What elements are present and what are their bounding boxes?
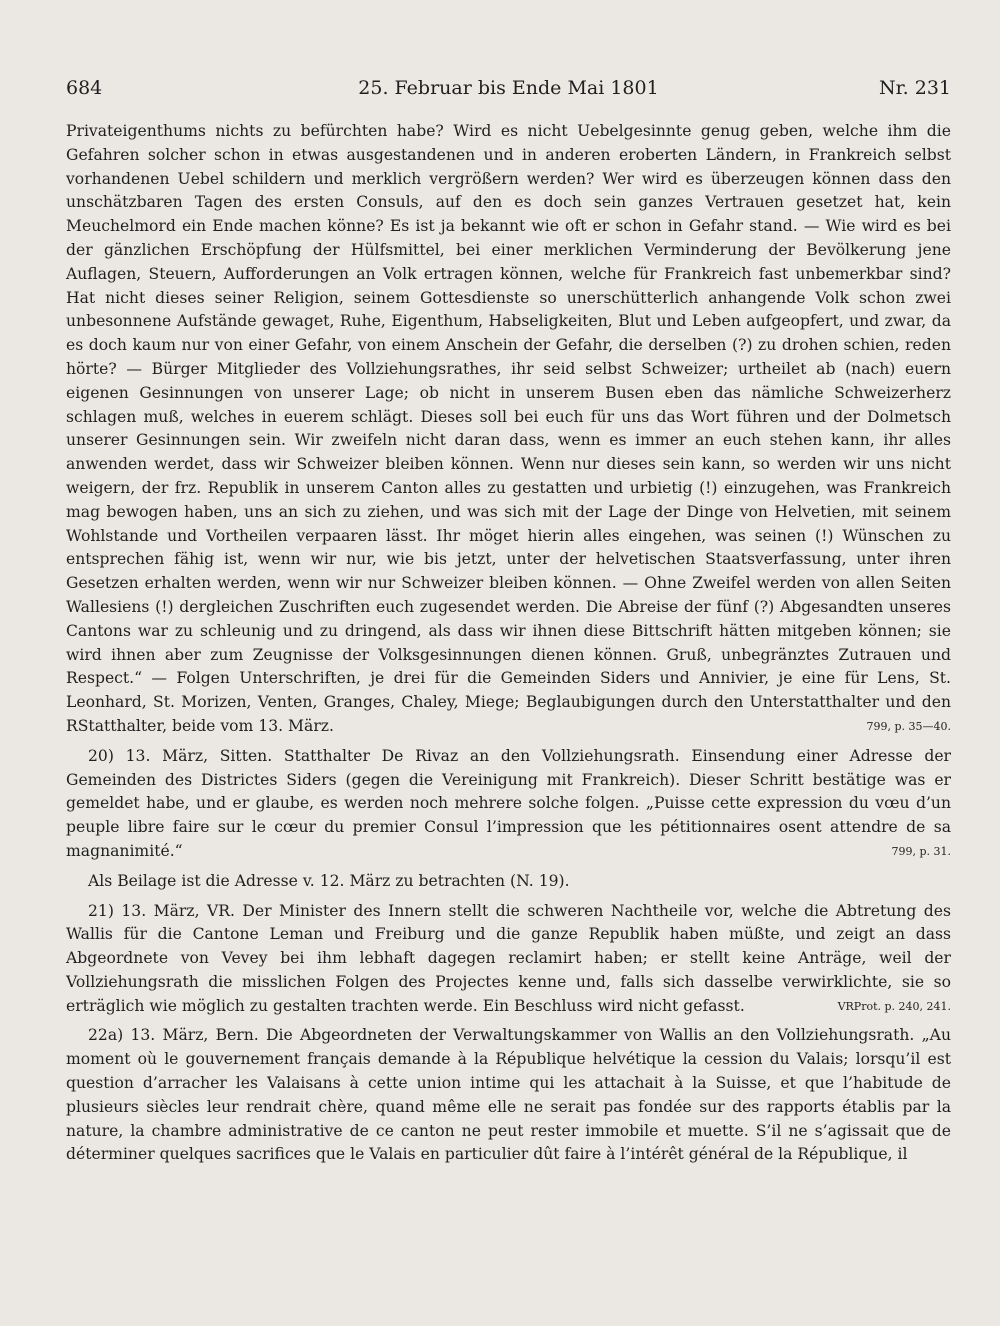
paragraph-text: 22a) 13. März, Bern. Die Abgeordneten der Verwaltungskammer von Wallis an den Vollziehungsrath. „Au moment où le gouvernement français demande à la République helvétique la cession du Valais; lorsqu’il est question d’arracher les Valaisans à cette union intime qui les attachait à la Suisse, et que l’habitude de plusieurs siècles leur rendrait chère, quand même elle ne serait pas fondée sur des rapports établis par la nature, la chambre administrative de ce canton ne peut rester immobile et muette. S’il ne s’agissait que de déterminer quelques sacrifices que le Valais en particulier dût faire à l’intérêt général de la République, il <box>66 1026 951 1164</box>
entry-21 <box>66 900 951 1019</box>
entry-note <box>66 870 951 894</box>
paragraph-text: Als Beilage ist die Adresse v. 12. März zu betrachten (N. 19). <box>88 871 570 890</box>
page-header <box>66 74 951 108</box>
page-body <box>66 120 951 1167</box>
paragraph-text: 20) 13. März, Sitten. Statthalter De Rivaz an den Vollziehungsrath. Einsendung einer Adresse der Gemeinden des Districtes Siders (gegen die Vereinigung mit Frankreich). Dieser Schritt bestätige was er gemeldet habe, und er glaube, es werden noch mehrere solche folgen. „Puisse cette expression du vœu d’un peuple libre faire sur le cœur du premier Consul l’impression que les pétitionnaires osent attendre de sa magnanimité.“ <box>66 746 951 860</box>
entry-number: Nr. 231 <box>879 77 951 99</box>
entry-22a <box>66 1024 951 1167</box>
paragraph-continuation <box>66 120 951 739</box>
paragraph-text: Privateigenthums nichts zu befürchten habe? Wird es nicht Uebelgesinnte genug geben, welche ihm die Gefahren solcher schon in etwas ausgestandenen und in anderen eroberten Ländern, in Frankreich selbst vorhandenen Uebel schildern und merklich vergrößern werden? Wer wird es überzeugen können dass den unschätzbaren Tagen des ersten Consuls, auf den es doch sein ganzes Vertrauen gesetzet hat, kein Meuchelmord ein Ende machen könne? Es ist ja bekannt wie oft er schon in Gefahr stand. — Wie wird es bei der gänzlichen Erschöpfung der Hülfsmittel, bei einer merklichen Verminderung der Bevölkerung jene Auflagen, Steuern, Aufforderungen an Volk ertragen können, welche für Frankreich fast unbemerkbar sind? Hat nicht dieses seiner Religion, seinem Gottesdienste so unerschütterlich anhangende Volk schon zwei unbesonnene Aufstände gewaget, Ruhe, Eigenthum, Habseligkeiten, Blut und Leben aufgeopfert, und zwar, da es doch kaum nur von einer Gefahr, von einem Anschein der Gefahr, die derselben (?) zu drohen schien, reden hörte? — Bürger Mitglieder des Vollziehungsrathes, ihr seid selbst Schweizer; urtheilet ab (nach) euern eigenen Gesinnungen von unserer Lage; ob nicht in unserem Busen eben das nämliche Schweizerherz schlagen muß, welches in euerem schlägt. Dieses soll bei euch für uns das Wort führen und der Dolmetsch unserer Gesinnungen sein. Wir zweifeln nicht daran dass, wenn es immer an euch stehen kann, ihr alles anwenden werdet, dass wir Schweizer bleiben können. Wenn nur dieses sein kann, so werden wir uns nicht weigern, der frz. Republik in unserem Canton alles zu gestatten und urbietig (!) einzugehen, was Frankreich mag bewogen haben, uns an sich zu ziehen, und was sich mit der Lage der Dinge von Helvetien, mit seinem Wohlstande und Vortheilen verpaaren lässt. Ihr möget hierin alles eingehen, was seinen (!) Wünschen zu entsprechen fähig ist, wenn wir nur, wie bis jetzt, unter der helvetischen Staatsverfassung, unter ihren Gesetzen erhalten werden, wenn wir nur Schweizer bleiben können. — Ohne Zweifel werden von allen Seiten Wallesiens (!) dergleichen Zuschriften euch zugesendet werden. Die Abreise der fünf (?) Abgesandten unseres Cantons war zu schleunig und zu dringend, als dass wir ihnen diese Bittschrift hätten mitgeben können; sie wird ihnen aber zum Zeugnisse der Volksgesinnungen dienen können. Gruß, unbegränztes Zutrauen und Respect.“ — Folgen Unterschriften, je drei für die Gemeinden Siders und Annivier, je eine für Lens, St. Leonhard, St. Morizen, Venten, Granges, Chaley, Miege; Beglaubigungen durch den Unterstatthalter und den RStatthalter, beide vom 13. März. <box>66 122 951 735</box>
entry-20 <box>66 745 951 864</box>
page-number: 684 <box>66 77 103 99</box>
paragraph-text: 21) 13. März, VR. Der Minister des Innern stellt die schweren Nachtheile vor, welche die Abtretung des Wallis für die Cantone Leman und Freiburg und die ganze Republik haben müßte, und zeigt an dass Abgeordnete von Vevey bei ihm lebhaft dagegen reclamirt haben; er stellt keine Anträge, weil der Vollziehungsrath die misslichen Folgen des Projectes kenne und, falls sich dasselbe verwirklichte, sie so erträglich wie möglich zu gestalten trachten werde. Ein Beschluss wird nicht gefasst. <box>66 901 951 1015</box>
source-reference: VRProt. p. 240, 241. <box>837 999 951 1013</box>
source-reference: 799, p. 35—40. <box>866 719 951 733</box>
running-title: 25. Februar bis Ende Mai 1801 <box>358 77 659 99</box>
source-reference: 799, p. 31. <box>891 844 951 858</box>
